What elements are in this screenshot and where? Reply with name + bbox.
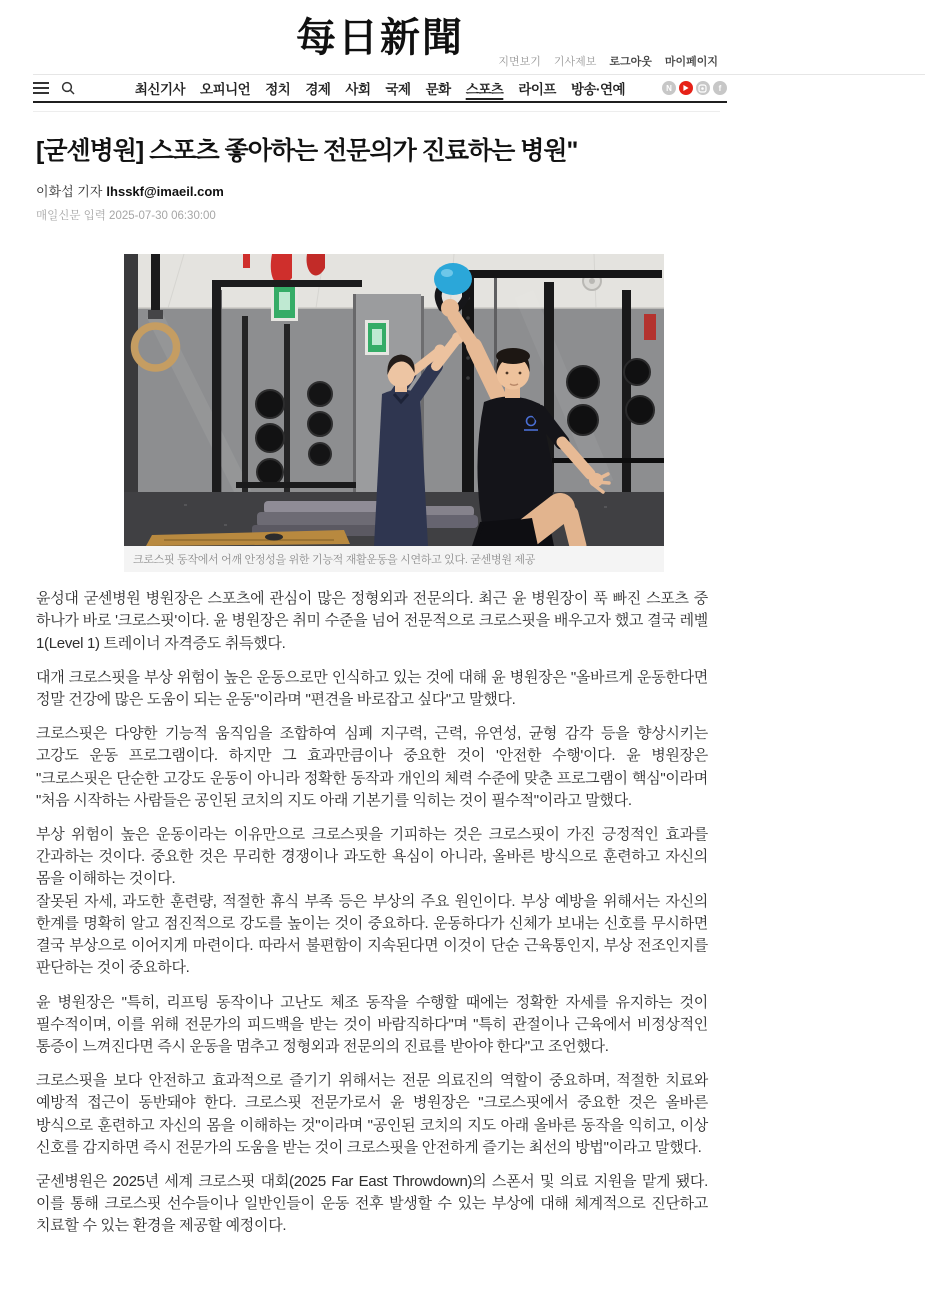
article-paragraph: 크로스핏을 보다 안전하고 효과적으로 즐기기 위해서는 전문 의료진의 역할이 중요하며, 적절한 치료와 예방적 접근이 동반돼야 한다. 크로스핏 전문가로서 윤 병원장은 "크로스핏에서 중요한 것은 올바른 방식으로 훈련하고 자신의 몸을 이해하는 것"이라며 "공인된 코치의 지도 아래 올바른 동작을 익히고, 이상 신호를 감지하면 즉시 전문가의 도움을 받는 것이 크로스핏을 안전하게 즐기는 최선의 방법"이라고 말했다. — [36, 1072, 708, 1156]
nav-item-1[interactable]: 오피니언 — [200, 82, 251, 97]
nav-item-9[interactable]: 방송·연예 — [570, 82, 626, 97]
nav-sub-divider — [33, 111, 720, 112]
search-icon[interactable] — [61, 81, 75, 95]
menu-icon[interactable] — [33, 82, 49, 94]
article-paragraph: 크로스핏은 다양한 기능적 움직임을 조합하여 심폐 지구력, 근력, 유연성, 균형 감각 등을 향상시키는 고강도 운동 프로그램이다. 하지만 그 효과만큼이나 중요한 것이 '안전한 수행'이다. 윤 병원장은 "크로스핏은 단순한 고강도 운동이 아니라 정확한 동작과 개인의 체력 수준에 맞춘 프로그램이 핵심"이라며 "처음 시작하는 사람들은 공인된 코치의 지도 아래 기본기를 익히는 것이 필수적"이라고 말했다. — [36, 725, 708, 809]
author-name: 이화섭 기자 — [36, 184, 103, 200]
byline — [36, 181, 708, 200]
utility-links — [498, 53, 718, 69]
gym-photo — [124, 254, 664, 546]
nav-item-8[interactable]: 라이프 — [518, 82, 556, 97]
social-links — [625, 81, 727, 95]
nav-item-3[interactable]: 경제 — [305, 82, 331, 97]
article-paragraph: 잘못된 자세, 과도한 훈련량, 적절한 휴식 부족 등은 부상의 주요 원인이다. 부상 예방을 위해서는 자신의 한계를 명확히 알고 점진적으로 강도를 높이는 것이 중요하다. 운동하다가 신체가 보내는 신호를 무시하면 결국 부상으로 이어지게 마련이다. 따라서 불편함이 지속된다면 이것이 단순 근육통인지, 부상 전조인지를 판단하는 것이 중요하다. — [36, 892, 708, 977]
nav-item-7[interactable]: 스포츠 — [465, 82, 504, 97]
navbar — [33, 75, 727, 103]
article-paragraph: 대개 크로스핏을 부상 위험이 높은 운동으로만 인식하고 있는 것에 대해 윤 병원장은 "올바르게 운동한다면 정말 건강에 많은 도움이 되는 운동"이라며 "편견을 바로잡고 싶다"고 말했다. — [36, 668, 708, 709]
naver-icon[interactable] — [662, 81, 676, 95]
nav-item-6[interactable]: 문화 — [425, 82, 451, 97]
utility-link-1[interactable]: 기사제보 — [553, 56, 597, 68]
instagram-icon[interactable] — [696, 81, 710, 95]
utility-link-0[interactable]: 지면보기 — [498, 56, 541, 68]
kettlebell — [434, 263, 472, 295]
article-paragraph: 부상 위험이 높은 운동이라는 이유만으로 크로스핏을 기피하는 것은 크로스핏이 가진 긍정적인 효과를 간과하는 것이다. 중요한 것은 무리한 경쟁이나 과도한 욕심이 아니라, 올바른 방식으로 훈련하고 자신의 몸을 이해하는 것이다. — [36, 826, 708, 888]
nav-item-5[interactable]: 국제 — [385, 82, 411, 97]
youtube-icon[interactable] — [679, 81, 693, 95]
nav-menu — [135, 78, 625, 98]
author-email[interactable]: lhsskf@imaeil.com — [106, 184, 224, 200]
article-paragraph: 윤 병원장은 "특히, 리프팅 동작이나 고난도 체조 동작을 수행할 때에는 정확한 자세를 유지하는 것이 필수적이며, 이를 위해 전문가의 피드백을 받는 것이 바람직하다"며 "특히 관절이나 근육에서 비정상적인 통증이 느껴진다면 즉시 운동을 멈추고 정형외과 전문의의 진료를 받아야 한다"고 조언했다. — [36, 993, 708, 1055]
masthead — [33, 0, 727, 74]
page-title: [굳센병원] 스포츠 좋아하는 전문의가 진료하는 병원" — [36, 137, 578, 165]
facebook-glyph: f — [718, 83, 722, 93]
newspaper-logo[interactable]: 每日新聞 — [296, 14, 464, 61]
utility-link-3[interactable]: 마이페이지 — [664, 56, 718, 68]
utility-link-2[interactable]: 로그아웃 — [609, 56, 652, 68]
naver-glyph: N — [666, 83, 672, 93]
article-paragraph: 굳센병원은 2025년 세계 크로스핏 대회(2025 Far East Throwdown)의 스폰서 및 의료 지원을 맡게 됐다. 이를 통해 크로스핏 선수들이나 일반인들이 운동 전후 발생할 수 있는 부상에 대해 체계적으로 진단하고 치료할 수 있는 환경을 제공할 예정이다. — [36, 1172, 708, 1235]
nav-item-0[interactable]: 최신기사 — [134, 82, 186, 97]
facebook-icon[interactable] — [713, 81, 727, 95]
article-figure — [124, 254, 664, 572]
article-paragraph: 윤성대 굳센병원 병원장은 스포츠에 관심이 많은 정형외과 전문의다. 최근 윤 병원장이 푹 빠진 스포츠 중 하나가 바로 '크로스핏'이다. 윤 병원장은 취미 수준을 넘어 전문적으로 크로스핏을 배우고자 했고 결국 레벨 1(Level 1) 트레이너 자격증도 취득했다. — [36, 590, 708, 652]
article — [36, 136, 708, 1238]
dateline: 매일신문 입력 2025-07-30 06:30:00 — [36, 210, 216, 223]
nav-item-2[interactable]: 정치 — [265, 82, 291, 97]
article-body — [36, 588, 708, 1237]
nav-item-4[interactable]: 사회 — [345, 82, 371, 97]
photo-caption: 크로스핏 동작에서 어깨 안정성을 위한 기능적 재활운동을 시연하고 있다. 굳센병원 제공 — [124, 546, 664, 572]
navbar-left — [33, 81, 135, 95]
